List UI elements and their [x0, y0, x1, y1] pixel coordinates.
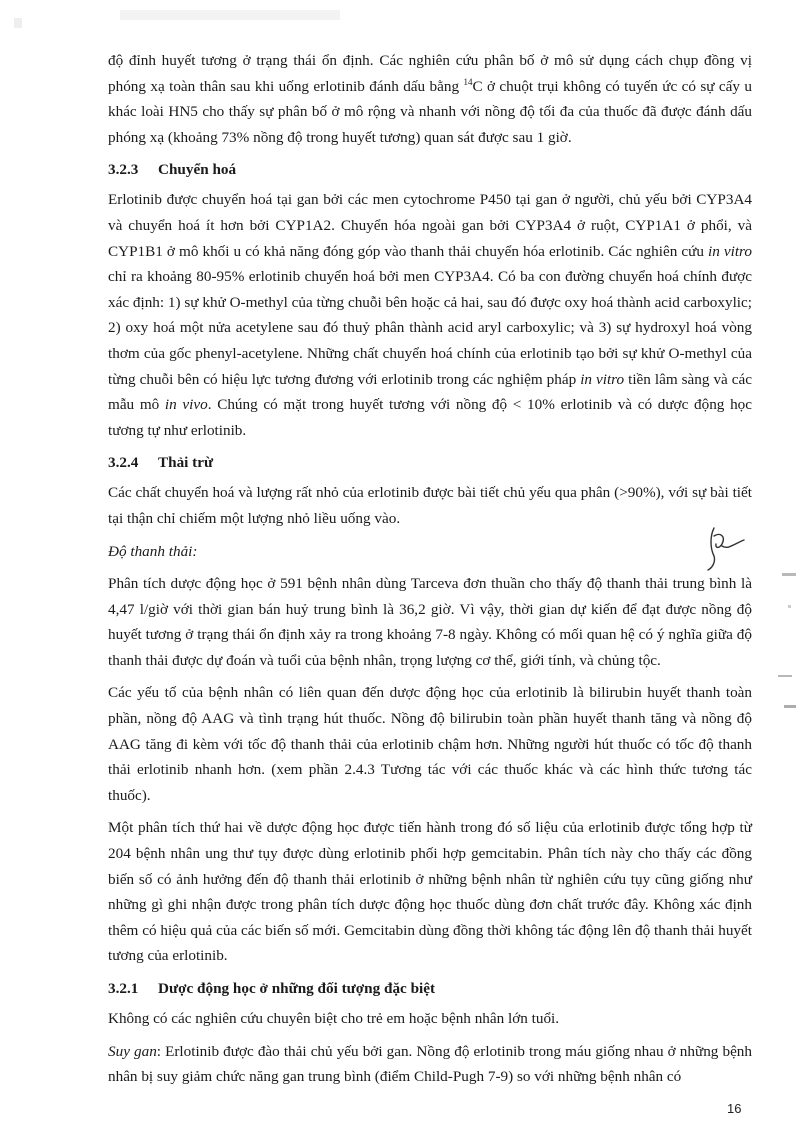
- clearance-paragraph-3: Một phân tích thứ hai về dược động học được tiến hành trong đó số liệu của erlotinib được tổng hợp từ 204 bệnh nhân ung thư tụy được dùng erlotinib phối hợp gemcitabin. Phân tích này cho thấy các đồng biến số có ảnh hưởng đến độ thanh thải erlotinib ở những bệnh nhân từ nghiên cứu tụy cũng giống như những gì ghi nhận được trong phân tích dược động học thuốc dùng đơn chất trước đây. Không xác định thêm có hiệu quả của các biến số mới. Gemcitabin dùng đồng thời không tác động lên độ thanh thải huyết tương của erlotinib.: [108, 819, 752, 965]
- section-title: Chuyển hoá: [158, 161, 237, 179]
- section-number: 3.2.3: [108, 161, 139, 179]
- superscript-14: 14: [463, 76, 473, 87]
- document-page: [108, 48, 752, 1090]
- scan-edge-marks: [770, 565, 799, 725]
- section-number: 3.2.4: [108, 454, 139, 472]
- special-populations-paragraph: Không có các nghiên cứu chuyên biệt cho trẻ em hoặc bệnh nhân lớn tuổi.: [108, 1010, 560, 1027]
- hepatic-impairment-paragraph: Suy gan: Erlotinib được đào thải chủ yếu bởi gan. Nồng độ erlotinib trong máu giống nhau ở những bệnh nhân bị suy giảm chức năng gan trung bình (điểm Child-Pugh 7-9) so với những bệnh nhân có: [108, 1042, 752, 1086]
- elimination-paragraph: Các chất chuyển hoá và lượng rất nhỏ của erlotinib được bài tiết chủ yếu qua phân (>90%), với sự bài tiết tại thận chỉ chiếm một lượng nhỏ liều uống vào.: [108, 484, 752, 527]
- section-3-2-4-heading: [108, 452, 752, 474]
- clearance-paragraph-2: Các yếu tố của bệnh nhân có liên quan đến dược động học của erlotinib là bilirubin huyết thanh toàn phần, nồng độ AAG và tình trạng hút thuốc. Nồng độ bilirubin toàn phần huyết thanh tăng và nồng độ AAG tăng đi kèm với tốc độ thanh thải của erlotinib chậm hơn. Những người hút thuốc có tốc độ thanh thải erlotinib nhanh hơn. (xem phần 2.4.3 Tương tác với các thuốc khác và các hình thức tương tác thuốc).: [108, 684, 752, 804]
- scan-top-smudge: [0, 0, 799, 30]
- section-title: Dược động học ở những đối tượng đặc biệt: [158, 980, 436, 997]
- intro-paragraph: độ đỉnh huyết tương ở trạng thái ổn định. Các nghiên cứu phân bố ở mô sử dụng cách chụp đồng vị phóng xạ toàn thân sau khi uống erlotinib đánh dấu bằng $^{14}$C ở chuột trụi không có tuyến ức có sự cấy u khác loài HN5 cho thấy sự phân bố ở mô rộng và nhanh với nồng độ tối đa của thuốc đã được đánh dấu phóng xạ (khoảng 73% nồng độ trong huyết tương) quan sát được sau 1 giờ.: [108, 52, 752, 146]
- clearance-subheading: Độ thanh thải:: [108, 542, 198, 560]
- page-number: 16: [727, 1101, 742, 1116]
- section-title: Thải trừ: [158, 454, 214, 472]
- section-3-2-1-heading: [108, 978, 752, 1000]
- section-number: 3.2.1: [108, 980, 139, 997]
- clearance-paragraph-1: Phân tích dược động học ở 591 bệnh nhân dùng Tarceva đơn thuần cho thấy độ thanh thải trung bình là 4,47 l/giờ với thời gian bán huỷ trung bình là 36,2 giờ. Vì vậy, thời gian dự kiến để đạt được nồng độ huyết tương ở trạng thái ổn định xảy ra trong khoảng 7-8 ngày. Không có mối quan hệ có ý nghĩa giữa độ thanh thải được dự đoán và tuổi của bệnh nhân, trọng lượng cơ thể, giới tính, và chủng tộc.: [108, 575, 752, 669]
- metabolism-paragraph: Erlotinib được chuyển hoá tại gan bởi các men cytochrome P450 tại gan ở người, chủ yếu bởi CYP3A4 và chuyển hoá ít hơn bởi CYP1A2. Chuyển hóa ngoài gan bởi CYP3A4 ở ruột, CYP1A1 ở phổi, và CYP1B1 ở mô khối u có khả năng đóng góp vào thanh thải chuyển hóa erlotinib. Các nghiên cứu in vitro chỉ ra khoảng 80-95% erlotinib chuyển hoá bởi men CYP3A4. Có ba con đường chuyển hoá chính được xác định: 1) sự khử O-methyl của từng chuỗi bên hoặc cả hai, sau đó được oxy hoá thành acid carboxylic; 2) oxy hoá một nửa acetylene sau đó thuỷ phân thành acid aryl carboxylic; và 3) sự hydroxyl hoá vòng thơm của gốc phenyl-acetylene. Những chất chuyển hoá chính của erlotinib tạo bởi sự khử O-methyl của từng chuỗi bên có hiệu lực tương đương với erlotinib trong các nghiệm pháp in vitro tiền lâm sàng và các mẫu mô in vivo. Chúng có mặt trong huyết tương với nồng độ < 10% erlotinib và có dược động học tương tự như erlotinib.: [108, 191, 752, 439]
- section-3-2-3-heading: [108, 159, 752, 181]
- handwritten-initials: [700, 522, 748, 574]
